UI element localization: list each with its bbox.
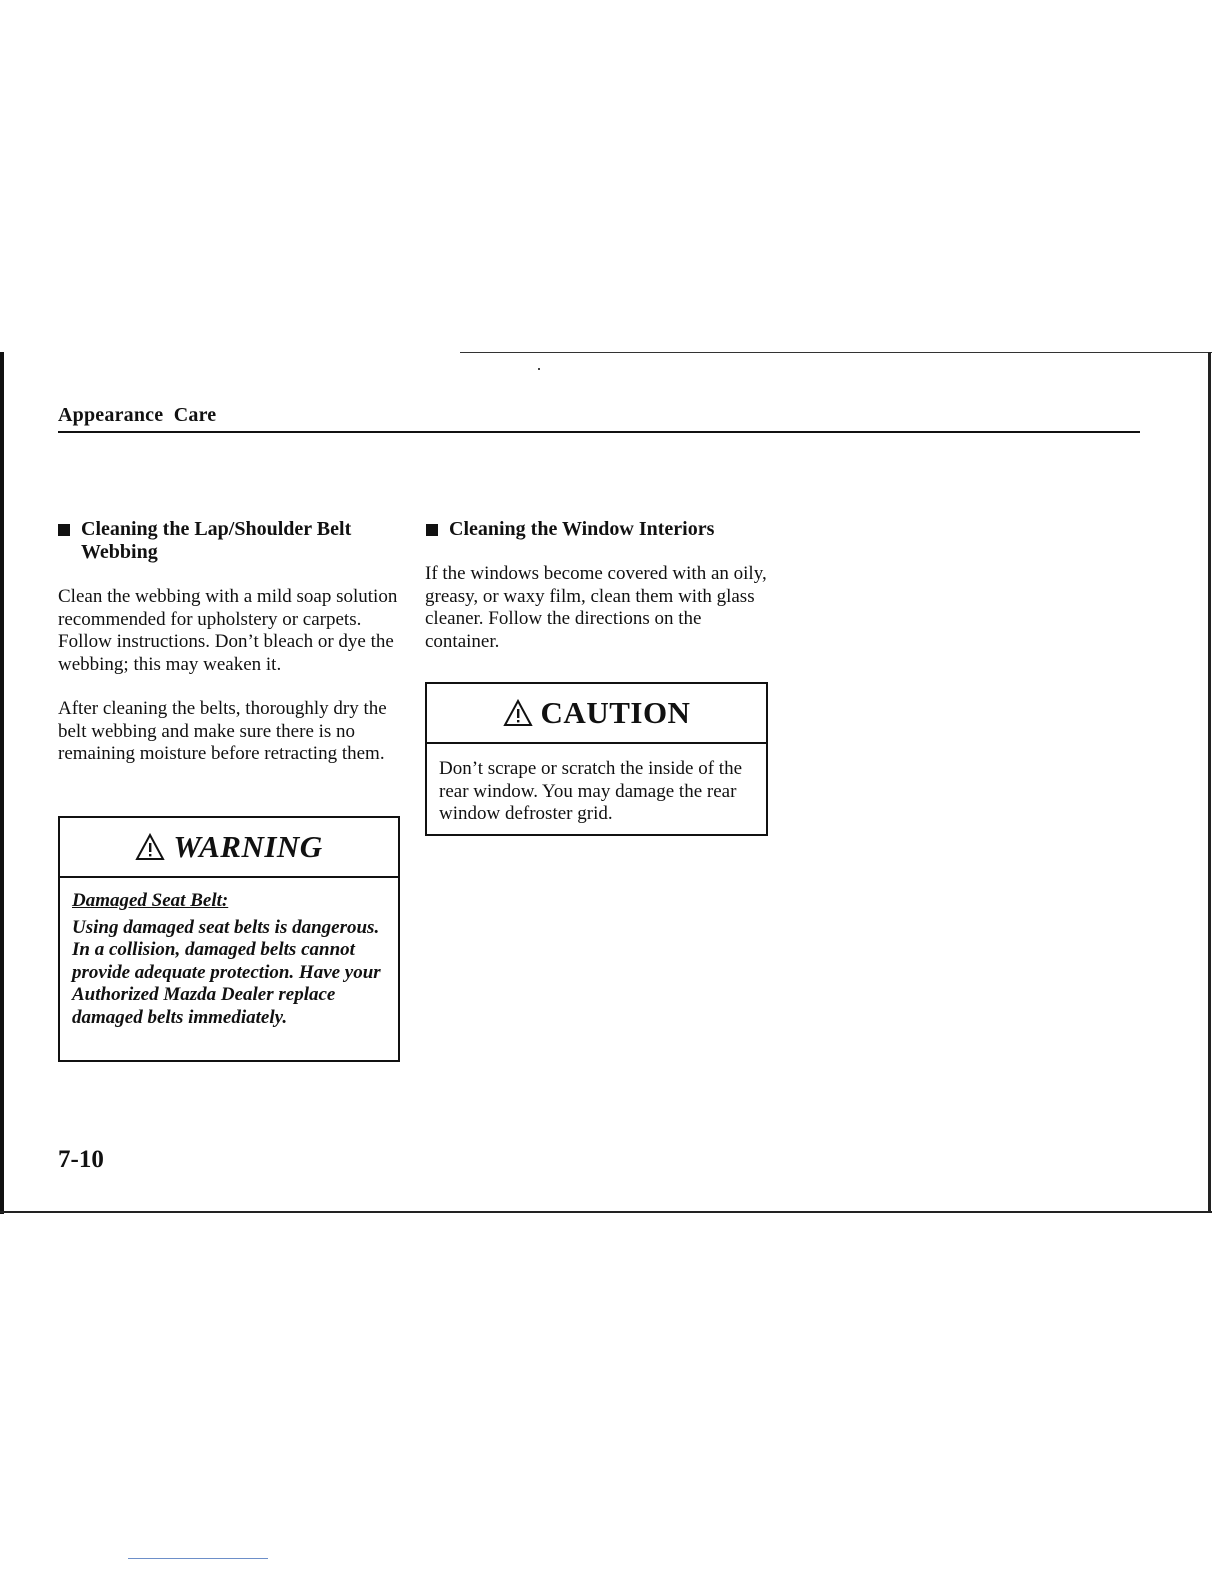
footer-mark-line	[128, 1558, 268, 1559]
frame-right-edge	[1208, 352, 1211, 1212]
warning-box	[58, 816, 400, 1062]
paragraph-window-cleaning: If the windows become covered with an oily, greasy, or waxy film, clean them with glass cleaner. Follow the directions on the container.	[425, 563, 767, 652]
warning-header	[60, 818, 398, 878]
caution-header	[427, 684, 766, 744]
page-number: 7-10	[58, 1146, 104, 1173]
caution-box	[425, 682, 768, 836]
warning-subheading: Damaged Seat Belt:	[72, 890, 229, 911]
warning-triangle-icon	[503, 699, 533, 727]
warning-text: Using damaged seat belts is dangerous. In a collision, damaged belts cannot provide adequate protection. Have your Authorized Mazda Dealer replace damaged belts immediately.	[72, 916, 381, 1028]
heading-window-interiors: Cleaning the Window Interiors	[449, 518, 715, 540]
frame-left-edge	[0, 352, 4, 1214]
header-rule	[58, 431, 1140, 433]
frame-bottom-line	[0, 1211, 1212, 1213]
paragraph-belt-cleaning: Clean the webbing with a mild soap solution recommended for upholstery or carpets. Follow instructions. Don’t bleach or dye the webbing; this may weaken it.	[58, 586, 398, 675]
warning-body	[72, 890, 390, 1029]
scan-speck	[538, 368, 540, 370]
bullet-square-icon	[58, 524, 70, 536]
heading-line: Cleaning the Lap/Shoulder Belt	[81, 518, 352, 540]
warning-title: WARNING	[173, 829, 323, 864]
caution-title: CAUTION	[540, 695, 691, 730]
heading-belt-webbing	[81, 518, 401, 564]
warning-triangle-icon	[135, 833, 165, 861]
bullet-square-icon	[426, 524, 438, 536]
section-title: Appearance Care	[58, 404, 217, 426]
caution-text: Don’t scrape or scratch the inside of the rear window. You may damage the rear window defroster grid.	[439, 758, 743, 824]
paragraph-belt-drying: After cleaning the belts, thoroughly dry the belt webbing and make sure there is no remaining moisture before retracting them.	[58, 698, 387, 764]
frame-top-line	[460, 352, 1212, 353]
heading-line: Webbing	[81, 541, 158, 563]
